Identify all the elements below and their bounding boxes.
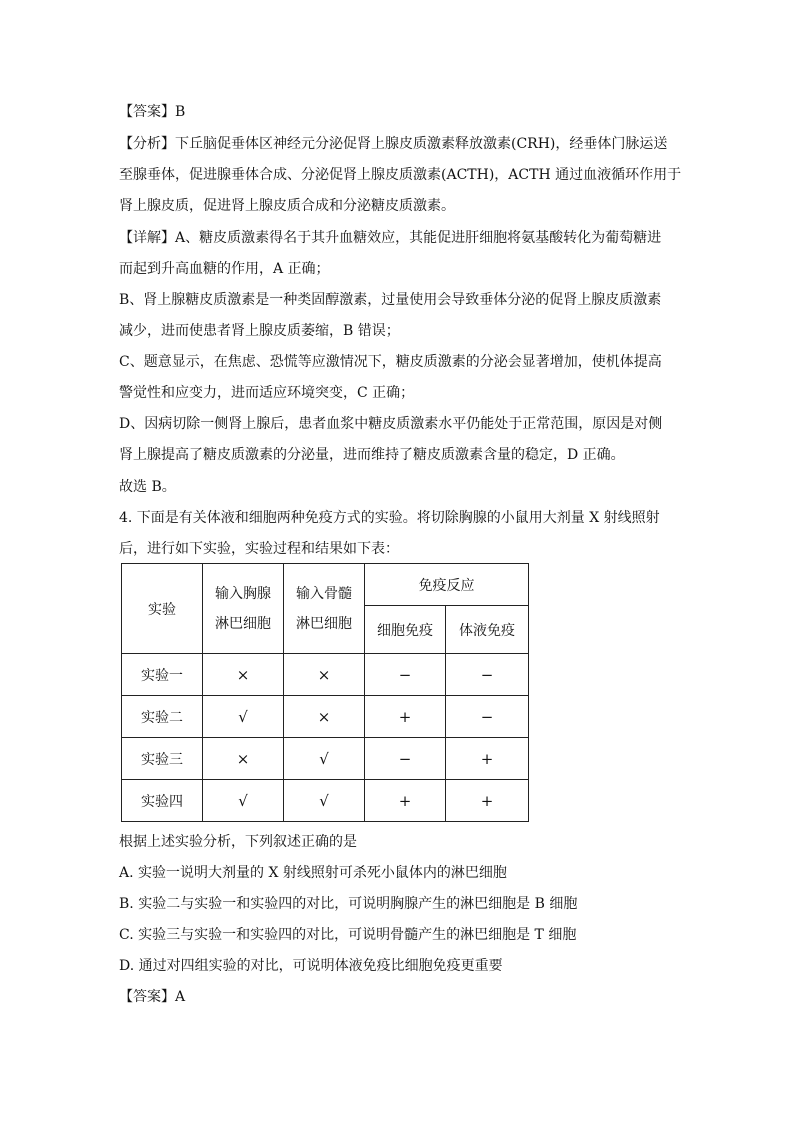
header-humoral-immunity: 体液免疫 xyxy=(446,606,529,654)
cell-value: + xyxy=(446,738,529,780)
header-marrow: 输入骨髓 淋巴细胞 xyxy=(284,564,365,654)
cell-value: − xyxy=(365,738,446,780)
row-label: 实验四 xyxy=(122,780,203,822)
option-d: D. 通过对四组实验的对比，可说明体液免疫比细胞免疫更重要 xyxy=(119,958,503,974)
option-b: B. 实验二与实验一和实验四的对比，可说明胸腺产生的淋巴细胞是 B 细胞 xyxy=(119,896,578,912)
header-experiment: 实验 xyxy=(122,564,203,654)
analysis-line-2: 至腺垂体，促进腺垂体合成、分泌促肾上腺皮质激素(ACTH)，ACTH 通过血液循环作用于 xyxy=(119,167,682,183)
analysis-line-3: 肾上腺皮质，促进肾上腺皮质合成和分泌糖皮质激素。 xyxy=(119,198,455,214)
analysis-line-1: 【分析】下丘脑促垂体区神经元分泌促肾上腺皮质激素释放激素(CRH)，经垂体门脉运送 xyxy=(119,136,668,152)
cell-value: × xyxy=(284,696,365,738)
cell-value: √ xyxy=(203,696,284,738)
table-row xyxy=(122,654,529,696)
cell-value: + xyxy=(446,780,529,822)
cell-value: + xyxy=(365,696,446,738)
detail-line-7: D、因病切除一侧肾上腺后，患者血浆中糖皮质激素水平仍能处于正常范围，原因是对侧 xyxy=(119,416,663,432)
cell-value: √ xyxy=(284,780,365,822)
table-row xyxy=(122,780,529,822)
option-a: A. 实验一说明大剂量的 X 射线照射可杀死小鼠体内的淋巴细胞 xyxy=(119,865,507,881)
detail-line-6: 警觉性和应变力，进而适应环境突变，C 正确； xyxy=(119,385,415,401)
header-cell-immunity: 细胞免疫 xyxy=(365,606,446,654)
detail-line-5: C、题意显示，在焦虑、恐慌等应激情况下，糖皮质激素的分泌会显著增加，使机体提高 xyxy=(119,354,662,370)
detail-line-8: 肾上腺提高了糖皮质激素的分泌量，进而维持了糖皮质激素含量的稳定，D 正确。 xyxy=(119,447,625,463)
choice-line: 故选 B。 xyxy=(119,479,176,495)
row-label: 实验三 xyxy=(122,738,203,780)
cell-value: × xyxy=(284,654,365,696)
cell-value: √ xyxy=(284,738,365,780)
detail-line-2: 而起到升高血糖的作用，A 正确； xyxy=(119,261,330,277)
header-thymus: 输入胸腺 淋巴细胞 xyxy=(203,564,284,654)
experiment-table xyxy=(121,563,529,822)
cell-value: √ xyxy=(203,780,284,822)
cell-value: × xyxy=(203,654,284,696)
detail-line-3: B、肾上腺糖皮质激素是一种类固醇激素，过量使用会导致垂体分泌的促肾上腺皮质激素 xyxy=(119,292,662,308)
answer-1: 【答案】B xyxy=(119,104,186,120)
option-c: C. 实验三与实验一和实验四的对比，可说明骨髓产生的淋巴细胞是 T 细胞 xyxy=(119,927,577,943)
question-prompt: 根据上述实验分析，下列叙述正确的是 xyxy=(119,834,357,850)
header-immune-response: 免疫反应 xyxy=(365,564,529,606)
table-row xyxy=(122,696,529,738)
table-row xyxy=(122,738,529,780)
answer-2: 【答案】A xyxy=(119,989,186,1005)
row-label: 实验一 xyxy=(122,654,203,696)
row-label: 实验二 xyxy=(122,696,203,738)
cell-value: − xyxy=(446,654,529,696)
cell-value: × xyxy=(203,738,284,780)
detail-line-4: 减少，进而使患者肾上腺皮质萎缩，B 错误； xyxy=(119,323,400,339)
cell-value: − xyxy=(446,696,529,738)
cell-value: + xyxy=(365,780,446,822)
question-4-line-1: 4. 下面是有关体液和细胞两种免疫方式的实验。将切除胸腺的小鼠用大剂量 X 射线照射 xyxy=(119,510,660,526)
question-4-line-2: 后，进行如下实验，实验过程和结果如下表： xyxy=(119,541,399,557)
detail-line-1: 【详解】A、糖皮质激素得名于其升血糖效应，其能促进肝细胞将氨基酸转化为葡萄糖进 xyxy=(119,230,662,246)
cell-value: − xyxy=(365,654,446,696)
